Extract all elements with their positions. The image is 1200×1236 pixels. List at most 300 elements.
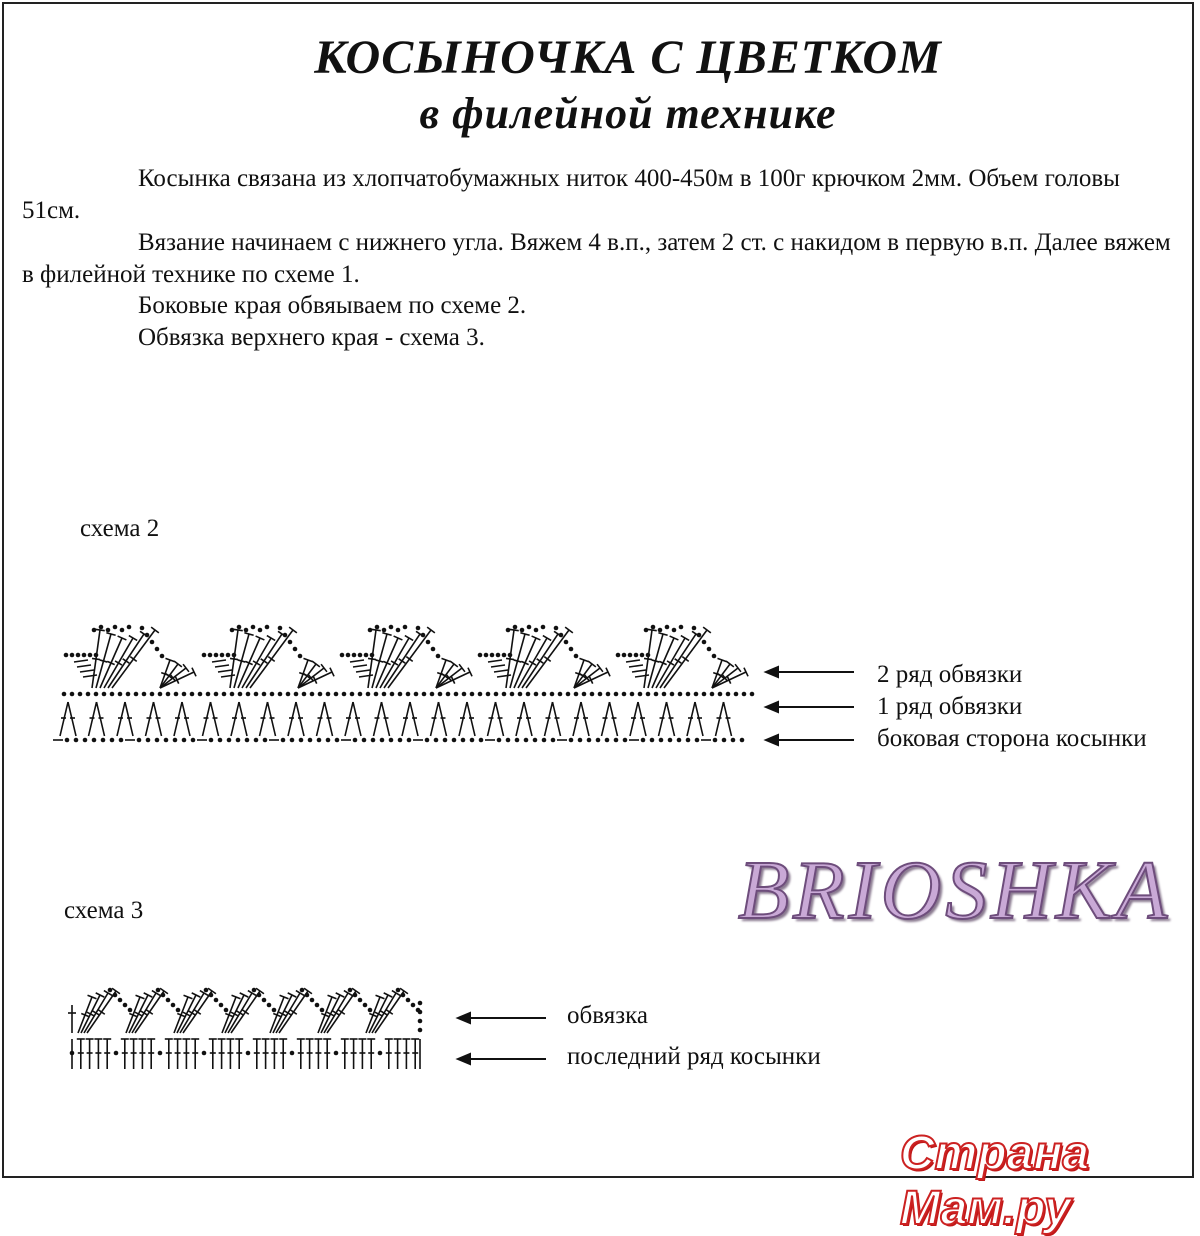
stitch-crossbar	[268, 657, 274, 662]
edge-chain-dot	[156, 988, 161, 993]
row1-stitch	[581, 702, 589, 736]
row1-stitch	[182, 702, 190, 736]
row1-chain-dot	[686, 692, 691, 697]
stitch-top	[588, 661, 596, 667]
stitch-top	[459, 664, 465, 672]
row1-chain-dot	[614, 692, 619, 697]
row2-chain-dot	[155, 647, 160, 652]
row1-stitch	[724, 702, 732, 736]
base-chain-dot	[173, 738, 178, 743]
base-chain-dot	[353, 738, 358, 743]
edge-chain-dot	[396, 988, 401, 993]
row2-chain-dot	[120, 628, 125, 633]
base-chain-dot	[623, 738, 628, 743]
lastrow-chain-dot	[378, 1051, 383, 1056]
row2-chain-dot	[513, 625, 518, 630]
row1-stitch	[203, 702, 211, 736]
row2-chain-dot	[508, 653, 513, 658]
row2-stitch	[626, 660, 640, 662]
stitch-crossbar	[376, 660, 384, 662]
stitch-top	[427, 627, 435, 633]
base-chain-dot	[380, 738, 385, 743]
stitch-top	[174, 661, 182, 667]
edge-chain-dot	[418, 1010, 423, 1015]
row2-chain-dot	[232, 653, 237, 658]
stitch-crossbar	[338, 1010, 345, 1015]
row2-chain-dot	[244, 628, 249, 633]
stitch-crossbar	[544, 657, 550, 662]
scheme2-side-label: боковая сторона косынки	[877, 725, 1147, 752]
row1-chain-dot	[510, 692, 515, 697]
row2-chain-dot	[490, 653, 495, 658]
lastrow-chain-dot	[202, 1051, 207, 1056]
row1-chain-dot	[726, 692, 731, 697]
stitch-crossbar	[146, 1010, 153, 1015]
edge-chain-dot	[300, 988, 305, 993]
row1-chain-dot	[310, 692, 315, 697]
row2-chain-dot	[569, 647, 574, 652]
base-chain-dot	[569, 738, 574, 743]
row1-chain-dot	[118, 692, 123, 697]
stitch-crossbar	[386, 1010, 393, 1015]
row1-chain-dot	[150, 692, 155, 697]
stitch-top	[543, 636, 551, 641]
page-title: КОСЫНОЧКА С ЦВЕТКОМ	[314, 31, 942, 84]
row1-stitch	[146, 702, 154, 736]
row1-stitch	[117, 702, 125, 736]
edge-chain-dot	[305, 993, 310, 998]
row2-chain-dot	[220, 653, 225, 658]
stitch-top	[321, 664, 327, 672]
row1-stitch	[402, 702, 410, 736]
row1-stitch	[317, 702, 325, 736]
row2-stitch	[218, 670, 232, 672]
row1-chain-dot	[734, 692, 739, 697]
row1-chain-dot	[230, 692, 235, 697]
row1-chain-dot	[334, 692, 339, 697]
edge-chain-dot	[204, 988, 209, 993]
row2-chain-dot	[140, 626, 145, 631]
edge-chain-dot	[267, 1003, 272, 1008]
row1-chain-dot	[190, 692, 195, 697]
base-chain-dot	[245, 738, 250, 743]
row2-chain-dot	[251, 625, 256, 630]
row2-chain-dot	[421, 633, 426, 638]
stitch-crossbar	[644, 658, 652, 659]
base-chain-dot	[524, 738, 529, 743]
row1-chain-dot	[398, 692, 403, 697]
row1-stitch	[231, 702, 239, 736]
base-chain-dot	[452, 738, 457, 743]
stitch-top	[352, 988, 360, 993]
row1-chain-dot	[702, 692, 707, 697]
row2-chain-dot	[293, 647, 298, 652]
row1-stitch	[459, 702, 467, 736]
edge-chain-dot	[257, 993, 262, 998]
stitch-crossbar	[537, 659, 544, 663]
description-paragraph-1: Косынка связана из хлопчатобумажных ниток 400-450м в 100г крючком 2мм. Объем головы 51см.	[22, 165, 1120, 224]
row1-chain-dot	[286, 692, 291, 697]
base-chain-dot	[659, 738, 664, 743]
row1-chain-dot	[174, 692, 179, 697]
stitch-crossbar	[100, 660, 108, 662]
row2-chain-dot	[559, 633, 564, 638]
stitch-top	[183, 664, 189, 672]
row1-chain-dot	[662, 692, 667, 697]
scheme3-edge-label: обвязка	[567, 1002, 648, 1029]
row1-chain-dot	[494, 692, 499, 697]
row1-stitch	[125, 702, 133, 736]
stitch-top	[647, 629, 657, 630]
base-chain-dot	[281, 738, 286, 743]
base-chain-dot	[362, 738, 367, 743]
row2-chain-dot	[702, 640, 707, 645]
row2-chain-dot	[82, 653, 87, 658]
row1-chain-dot	[542, 692, 547, 697]
row1-chain-dot	[638, 692, 643, 697]
row2-stitch	[77, 665, 91, 667]
row1-stitch	[260, 702, 268, 736]
row1-stitch	[382, 702, 390, 736]
row2-chain-dot	[628, 653, 633, 658]
edge-chain-dot	[320, 1008, 325, 1013]
stitch-top	[400, 988, 408, 993]
row1-stitch	[659, 702, 667, 736]
base-chain-dot	[470, 738, 475, 743]
row1-chain-dot	[598, 692, 603, 697]
row2-chain-dot	[346, 653, 351, 658]
stitch-top	[450, 661, 458, 667]
row1-chain-dot	[70, 692, 75, 697]
row2-chain-dot	[554, 626, 559, 631]
stitch-top	[160, 988, 168, 993]
description-paragraph-2: Вязание начинаем с нижнего угла. Вяжем 4 в.п., затем 2 ст. с накидом в первую в.п. Далее вяжем в филейной технике по схеме 1.	[22, 229, 1171, 288]
row1-chain-dot	[670, 692, 675, 697]
row1-chain-dot	[86, 692, 91, 697]
stitch-crossbar	[290, 1010, 297, 1015]
edge-chain-dot	[128, 1008, 133, 1013]
row1-chain-dot	[742, 692, 747, 697]
row2-chain-dot	[541, 625, 546, 630]
row2-stitch	[497, 675, 511, 677]
row1-chain-dot	[238, 692, 243, 697]
row1-stitch	[211, 702, 219, 736]
edge-chain-dot	[113, 993, 118, 998]
row2-chain-dot	[258, 628, 263, 633]
row1-stitch	[687, 702, 695, 736]
row2-chain-dot	[431, 647, 436, 652]
row1-chain-dot	[94, 692, 99, 697]
row1-stitch	[345, 702, 353, 736]
row1-chain-dot	[358, 692, 363, 697]
row1-chain-dot	[550, 692, 555, 697]
row2-chain-dot	[160, 654, 165, 659]
stitch-crossbar	[652, 660, 660, 662]
base-chain-dot	[371, 738, 376, 743]
row1-chain-dot	[750, 692, 755, 697]
row1-chain-dot	[182, 692, 187, 697]
edge-chain-dot	[219, 1003, 224, 1008]
row1-stitch	[545, 702, 553, 736]
stitch-crossbar	[238, 660, 246, 662]
edge-chain-dot	[118, 998, 123, 1003]
row1-stitch	[89, 702, 97, 736]
row1-chain-dot	[502, 692, 507, 697]
row2-chain-dot	[283, 633, 288, 638]
row2-chain-dot	[70, 653, 75, 658]
edge-chain-dot	[262, 998, 267, 1003]
edge-chain-dot	[214, 998, 219, 1003]
base-chain-dot	[605, 738, 610, 743]
row1-chain-dot	[438, 692, 443, 697]
row2-stitch	[356, 670, 370, 672]
row2-chain-dot	[202, 653, 207, 658]
row2-chain-dot	[358, 653, 363, 658]
row1-stitch	[667, 702, 675, 736]
row1-chain-dot	[518, 692, 523, 697]
row1-stitch	[553, 702, 561, 736]
scheme3-diagram	[0, 975, 440, 1085]
row1-stitch	[524, 702, 532, 736]
row1-stitch	[602, 702, 610, 736]
row2-chain-dot	[416, 626, 421, 631]
row2-stitch	[635, 675, 649, 677]
row2-chain-dot	[634, 653, 639, 658]
stitch-crossbar	[261, 659, 268, 663]
row1-chain-dot	[558, 692, 563, 697]
stitch-crossbar	[682, 657, 688, 662]
row1-chain-dot	[102, 692, 107, 697]
row1-stitch	[97, 702, 105, 736]
row1-chain-dot	[534, 692, 539, 697]
row2-chain-dot	[364, 653, 369, 658]
edge-chain-dot	[418, 1001, 423, 1006]
row1-stitch	[516, 702, 524, 736]
base-chain-dot	[146, 738, 151, 743]
base-chain-dot	[191, 738, 196, 743]
row1-chain-dot	[486, 692, 491, 697]
lastrow-chain-dot	[158, 1051, 163, 1056]
row2-chain-dot	[646, 653, 651, 658]
row1-chain-dot	[214, 692, 219, 697]
row2-chain-dot	[478, 653, 483, 658]
row1-stitch	[467, 702, 475, 736]
row1-chain-dot	[262, 692, 267, 697]
row1-chain-dot	[566, 692, 571, 697]
row2-chain-dot	[534, 628, 539, 633]
row2-chain-dot	[672, 628, 677, 633]
row2-chain-dot	[288, 640, 293, 645]
stitch-crossbar	[399, 659, 406, 663]
base-chain-dot	[533, 738, 538, 743]
base-chain-dot	[461, 738, 466, 743]
stitch-top	[703, 627, 711, 633]
edge-chain-dot	[411, 1003, 416, 1008]
edge-chain-dot	[176, 1008, 181, 1013]
scheme2-row2-label: 2 ряд обвязки	[877, 661, 1023, 688]
row1-stitch	[496, 702, 504, 736]
base-chain-dot	[335, 738, 340, 743]
edge-chain-dot	[161, 993, 166, 998]
edge-chain-dot	[252, 988, 257, 993]
stitch-top	[208, 988, 216, 993]
stitch-top	[233, 629, 243, 630]
base-chain-dot	[578, 738, 583, 743]
stitch-top	[151, 627, 159, 633]
edge-chain-dot	[353, 993, 358, 998]
row2-chain-dot	[92, 628, 97, 633]
stranamam-watermark: Страна Мам.ру	[900, 1127, 1090, 1235]
base-chain-dot	[443, 738, 448, 743]
edge-chain-dot	[272, 1008, 277, 1013]
row2-chain-dot	[574, 654, 579, 659]
edge-chain-dot	[123, 1003, 128, 1008]
row2-chain-dot	[426, 640, 431, 645]
row1-chain-dot	[62, 692, 67, 697]
base-chain-dot	[74, 738, 79, 743]
row1-chain-dot	[246, 692, 251, 697]
base-chain-dot	[407, 738, 412, 743]
row1-stitch	[325, 702, 333, 736]
row1-chain-dot	[350, 692, 355, 697]
base-chain-dot	[137, 738, 142, 743]
row1-stitch	[154, 702, 162, 736]
lastrow-chain-dot	[246, 1051, 251, 1056]
base-chain-dot	[542, 738, 547, 743]
row2-chain-dot	[76, 653, 81, 658]
row2-chain-dot	[712, 654, 717, 659]
row2-stitch	[632, 670, 646, 672]
row2-chain-dot	[226, 653, 231, 658]
row1-stitch	[296, 702, 304, 736]
base-chain-dot	[614, 738, 619, 743]
row2-chain-dot	[99, 625, 104, 630]
edge-chain-dot	[310, 998, 315, 1003]
row2-chain-dot	[106, 628, 111, 633]
edge-chain-dot	[108, 988, 113, 993]
row1-stitch	[60, 702, 68, 736]
stitch-crossbar	[514, 660, 522, 662]
row2-chain-dot	[113, 625, 118, 630]
edge-chain-dot	[315, 1003, 320, 1008]
row1-chain-dot	[414, 692, 419, 697]
row1-chain-dot	[462, 692, 467, 697]
row2-chain-dot	[208, 653, 213, 658]
base-chain-dot	[722, 738, 727, 743]
row1-chain-dot	[390, 692, 395, 697]
stitch-top	[371, 629, 381, 630]
row2-stitch	[359, 675, 373, 677]
stitch-top	[112, 988, 120, 993]
row1-stitch	[439, 702, 447, 736]
row2-chain-dot	[368, 628, 373, 633]
stitch-top	[289, 627, 297, 633]
row2-chain-dot	[237, 625, 242, 630]
row2-stitch	[212, 660, 226, 662]
row1-chain-dot	[382, 692, 387, 697]
base-chain-dot	[119, 738, 124, 743]
row1-chain-dot	[294, 692, 299, 697]
row2-chain-dot	[707, 647, 712, 652]
stitch-top	[509, 629, 519, 630]
row1-chain-dot	[590, 692, 595, 697]
row1-chain-dot	[526, 692, 531, 697]
stitch-top	[129, 636, 137, 641]
row1-chain-dot	[342, 692, 347, 697]
row1-chain-dot	[478, 692, 483, 697]
base-chain-dot	[218, 738, 223, 743]
row1-chain-dot	[606, 692, 611, 697]
row1-stitch	[68, 702, 76, 736]
base-chain-dot	[731, 738, 736, 743]
base-chain-dot	[587, 738, 592, 743]
row1-stitch	[638, 702, 646, 736]
row2-chain-dot	[484, 653, 489, 658]
description-paragraph-4: Обвязка верхнего края - схема 3.	[138, 324, 485, 351]
row2-stitch	[80, 670, 94, 672]
row2-chain-dot	[502, 653, 507, 658]
row2-stitch	[353, 665, 367, 667]
row2-chain-dot	[496, 653, 501, 658]
base-chain-dot	[290, 738, 295, 743]
stitch-crossbar	[123, 659, 130, 663]
row1-chain-dot	[694, 692, 699, 697]
stitch-top	[312, 661, 320, 667]
base-chain-dot	[551, 738, 556, 743]
row1-chain-dot	[126, 692, 131, 697]
row1-stitch	[353, 702, 361, 736]
scheme2-row1-label: 1 ряд обвязки	[877, 693, 1023, 720]
row1-chain-dot	[654, 692, 659, 697]
row2-chain-dot	[658, 628, 663, 633]
row2-chain-dot	[145, 633, 150, 638]
row1-chain-dot	[78, 692, 83, 697]
edge-chain-dot	[358, 998, 363, 1003]
base-chain-dot	[299, 738, 304, 743]
row1-stitch	[610, 702, 618, 736]
stitch-crossbar	[506, 658, 514, 659]
brioshka-logo: BRIOSHKA	[738, 844, 1172, 937]
row1-chain-dot	[222, 692, 227, 697]
row1-stitch	[410, 702, 418, 736]
stitch-top	[95, 629, 105, 630]
stitch-crossbar	[98, 1010, 105, 1015]
row1-chain-dot	[366, 692, 371, 697]
edge-chain-dot	[406, 998, 411, 1003]
row2-chain-dot	[265, 625, 270, 630]
base-chain-dot	[695, 738, 700, 743]
row2-stitch	[74, 660, 88, 662]
base-chain-dot	[668, 738, 673, 743]
row1-chain-dot	[198, 692, 203, 697]
row2-chain-dot	[64, 653, 69, 658]
row1-stitch	[288, 702, 296, 736]
row2-chain-dot	[622, 653, 627, 658]
row1-stitch	[374, 702, 382, 736]
row1-chain-dot	[326, 692, 331, 697]
row1-stitch	[630, 702, 638, 736]
base-chain-dot	[677, 738, 682, 743]
stitch-top	[597, 664, 603, 672]
row1-stitch	[695, 702, 703, 736]
row1-stitch	[268, 702, 276, 736]
row1-stitch	[174, 702, 182, 736]
base-chain-dot	[515, 738, 520, 743]
row2-chain-dot	[370, 653, 375, 658]
row1-chain-dot	[254, 692, 259, 697]
row2-chain-dot	[278, 626, 283, 631]
row1-chain-dot	[574, 692, 579, 697]
